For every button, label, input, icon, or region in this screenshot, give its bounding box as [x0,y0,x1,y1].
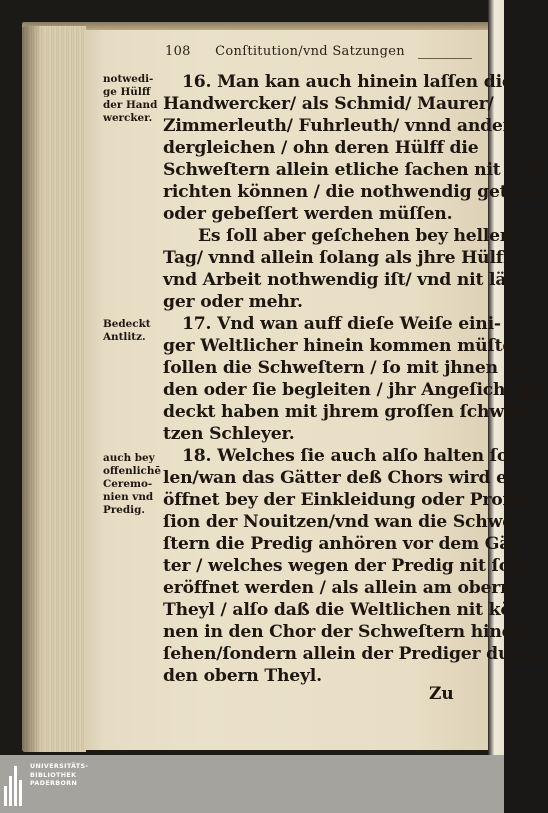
margin-note-line: Bedeckt [103,318,151,330]
running-title: Conſtitution/vnd Satzungen [215,44,405,59]
body-line: öffnet bey der Einkleidung oder Profeſ- [163,490,535,510]
body-line: tzen Schleyer. [163,424,295,444]
body-line: Handwercker/ als Schmid/ Maurer/ [163,94,494,114]
library-name [30,763,88,789]
margin-note-line: wercker. [103,112,153,124]
body-line: ſion der Nouitzen/vnd wan die Schwe- [163,512,520,532]
body-line: len/wan das Gätter deß Chors wird er- [163,468,523,488]
catchword: Zu [429,684,454,704]
body-line: vnd Arbeit nothwendig iſt/ vnd nit län- [163,270,526,290]
margin-note-line: ge Hülff [103,86,151,98]
margin-note-line: Antlitz. [103,331,146,343]
library-name-line: UNIVERSITÄTS- [30,763,89,770]
body-line: 16. Man kan auch hinein laſſen die [182,72,513,92]
body-line: richten können / die nothwendig gethan [163,182,544,202]
margin-note-line: offenlichē [103,465,162,477]
body-line: oder gebeſſert werden müſſen. [163,204,453,224]
margin-note-line: Predig. [103,504,145,516]
running-header [165,44,405,59]
header-rule [418,58,472,59]
margin-note-line: nien vnd [103,491,154,503]
body-line: ter / welches wegen der Predig nit ſoll [163,556,523,576]
body-line: den obern Theyl. [163,666,322,686]
body-line: Theyl / alſo daß die Weltlichen nit kön- [163,600,531,620]
margin-note-line: notwedi- [103,73,154,85]
body-line: nen in den Chor der Schweſtern hinein [163,622,532,642]
body-line: Zimmerleuth/ Fuhrleuth/ vnnd andere [163,116,523,136]
page-stack-shadow [22,26,42,752]
library-name-line: PADERBORN [30,780,78,788]
margin-note-ceremonies [103,452,161,517]
body-line: Tag/ vnnd allein ſolang als jhre Hülff [163,248,511,268]
library-name-line: BIBLIOTHEK [30,771,77,779]
body-line: ſtern die Predig anhören vor dem Gät- [163,534,525,554]
body-line: Schweſtern allein etliche ſachen nit ver- [163,160,543,180]
body-line: Es ſoll aber geſchehen bey hellem [198,226,518,246]
body-line: 18. Welches ſie auch alſo halten ſol- [182,446,522,466]
body-line: 17. Vnd wan auff dieſe Weiſe eini- [182,314,501,334]
margin-note-line: der Hand [103,99,158,111]
margin-note-line: Ceremo- [103,478,153,490]
body-line: deckt haben mit jhrem groſſen ſchwar- [163,402,531,422]
page-number: 108 [165,44,191,59]
body-line: eröffnet werden / als allein am obern [163,578,513,598]
body-line: ger oder mehr. [163,292,303,312]
body-line: ſehen/ſondern allein der Prediger durch [163,644,542,664]
body-line: den oder ſie begleiten / jhr Angeſicht be- [163,380,548,400]
body-line: ger Weltlicher hinein kommen müſte/ [163,336,520,356]
margin-note-line: auch bey [103,452,155,464]
library-logo-icon [4,762,26,806]
body-line: ſollen die Schweſtern / ſo mit jhnen re- [163,358,531,378]
body-line: dergleichen / ohn deren Hülff die [163,138,479,158]
margin-note-veil [103,318,151,344]
margin-note-helpers [103,73,157,125]
